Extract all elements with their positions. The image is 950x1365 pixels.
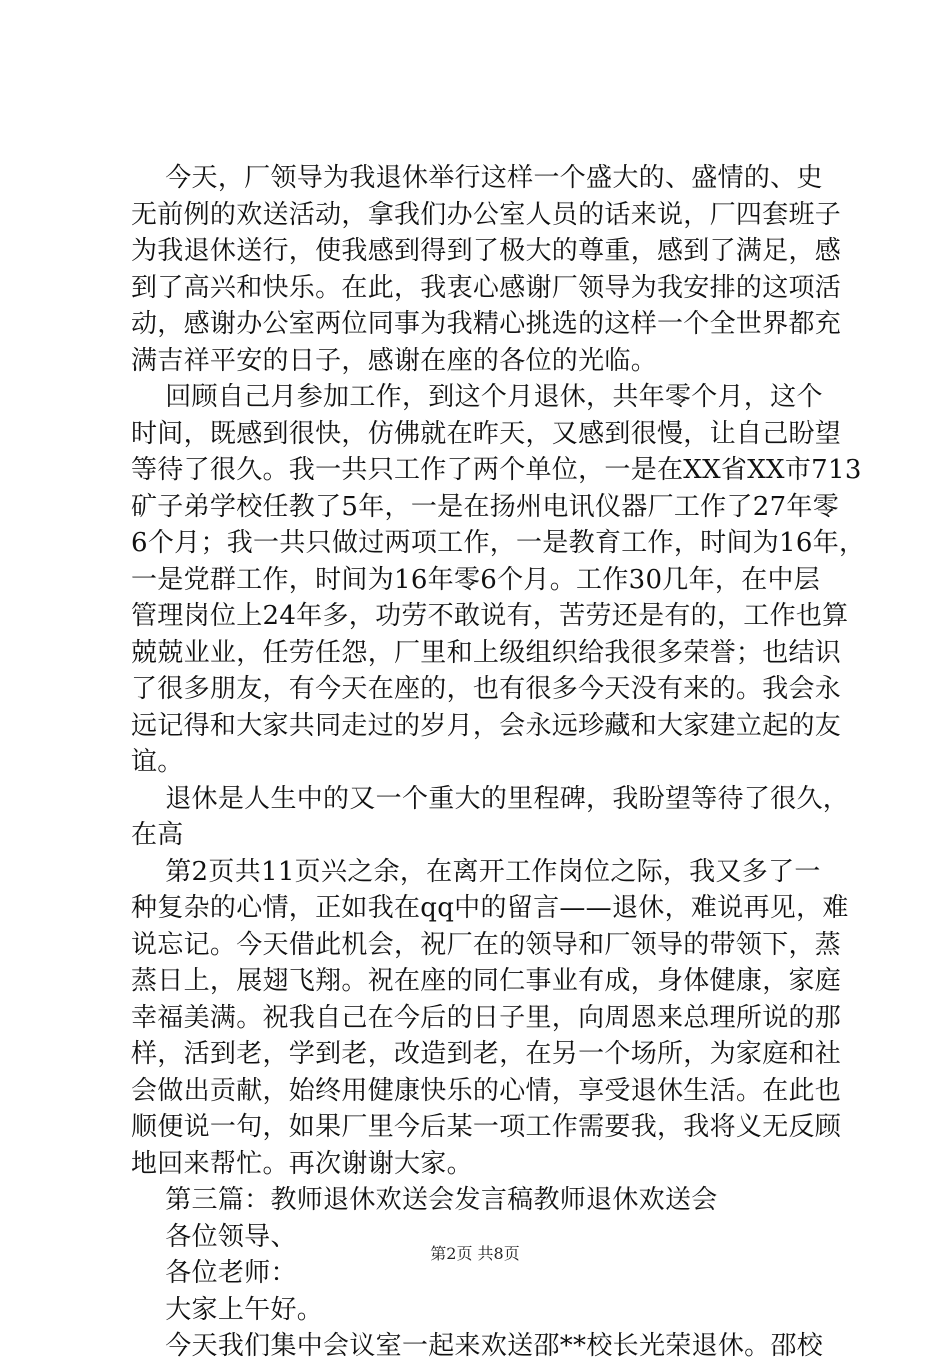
text-line: 大家上午好。 bbox=[131, 1294, 324, 1325]
text-line: 今天我们集中会议室一起来欢送邵**校长光荣退休。邵校 bbox=[131, 1331, 824, 1361]
text-line: 到了高兴和快乐。在此，我衷心感谢厂领导为我安排的这项活 bbox=[131, 272, 842, 303]
text-line: 回顾自己月参加工作，到这个月退休，共年零个月，这个 bbox=[131, 382, 823, 412]
text-line: 时间，既感到很快，仿佛就在昨天，又感到很慢，让自己盼望 bbox=[131, 418, 842, 449]
text-line: 谊。 bbox=[131, 747, 184, 777]
text-line: 蒸日上，展翅飞翔。祝在座的同仁事业有成，身体健康，家庭 bbox=[131, 966, 842, 996]
text-line: 各位老师： bbox=[131, 1258, 297, 1288]
text-line: 一是党群工作，时间为16年零6个月。工作30几年，在中层 bbox=[131, 564, 821, 595]
text-line: 为我退休送行，使我感到得到了极大的尊重，感到了满足，感 bbox=[131, 236, 842, 266]
text-line: 样，活到老，学到老，改造到老，在另一个场所，为家庭和社 bbox=[131, 1039, 842, 1069]
text-line: 满吉祥平安的日子，感谢在座的各位的光临。 bbox=[131, 345, 658, 376]
text-line: 各位领导、 bbox=[131, 1221, 297, 1252]
text-line: 动，感谢办公室两位同事为我精心挑选的这样一个全世界都充 bbox=[131, 309, 842, 339]
text-line: 地回来帮忙。再次谢谢大家。 bbox=[131, 1148, 473, 1179]
text-line: 今天，厂领导为我退休举行这样一个盛大的、盛情的、史 bbox=[131, 163, 823, 193]
text-line: 矿子弟学校任教了5年，一是在扬州电讯仪器厂工作了27年零 bbox=[131, 491, 840, 522]
text-line: 等待了很久。我一共只工作了两个单位，一是在XX省XX市713 bbox=[131, 455, 862, 485]
text-line: 远记得和大家共同走过的岁月，会永远珍藏和大家建立起的友 bbox=[131, 710, 842, 741]
text-line: 第2页共11页兴之余，在离开工作岗位之际，我又多了一 bbox=[131, 856, 821, 887]
text-line: 顺便说一句，如果厂里今后某一项工作需要我，我将义无反顾 bbox=[131, 1112, 842, 1142]
text-line: 第三篇：教师退休欢送会发言稿教师退休欢送会 bbox=[131, 1185, 718, 1215]
text-line: 幸福美满。祝我自己在今后的日子里，向周恩来总理所说的那 bbox=[131, 1002, 842, 1033]
document-body bbox=[131, 160, 866, 1365]
text-line: 无前例的欢送活动，拿我们办公室人员的话来说，厂四套班子 bbox=[131, 199, 842, 230]
text-line: 退休是人生中的又一个重大的里程碑，我盼望等待了很久， bbox=[131, 783, 850, 814]
text-line: 6个月；我一共只做过两项工作，一是教育工作，时间为16年， bbox=[131, 528, 866, 558]
text-line: 兢兢业业，任劳任怨，厂里和上级组织给我很多荣誉；也结识 bbox=[131, 637, 842, 668]
text-line: 在高 bbox=[131, 820, 184, 850]
text-line: 会做出贡献，始终用健康快乐的心情，享受退休生活。在此也 bbox=[131, 1075, 842, 1106]
text-line: 种复杂的心情，正如我在qq中的留言——退休，难说再见，难 bbox=[131, 893, 849, 923]
page-footer: 第2页 共8页 bbox=[430, 1244, 520, 1263]
text-line: 说忘记。今天借此机会，祝厂在的领导和厂领导的带领下，蒸 bbox=[131, 929, 842, 960]
text-line: 了很多朋友，有今天在座的，也有很多今天没有来的。我会永 bbox=[131, 674, 842, 704]
text-line: 管理岗位上24年多，功劳不敢说有，苦劳还是有的，工作也算 bbox=[131, 601, 849, 631]
